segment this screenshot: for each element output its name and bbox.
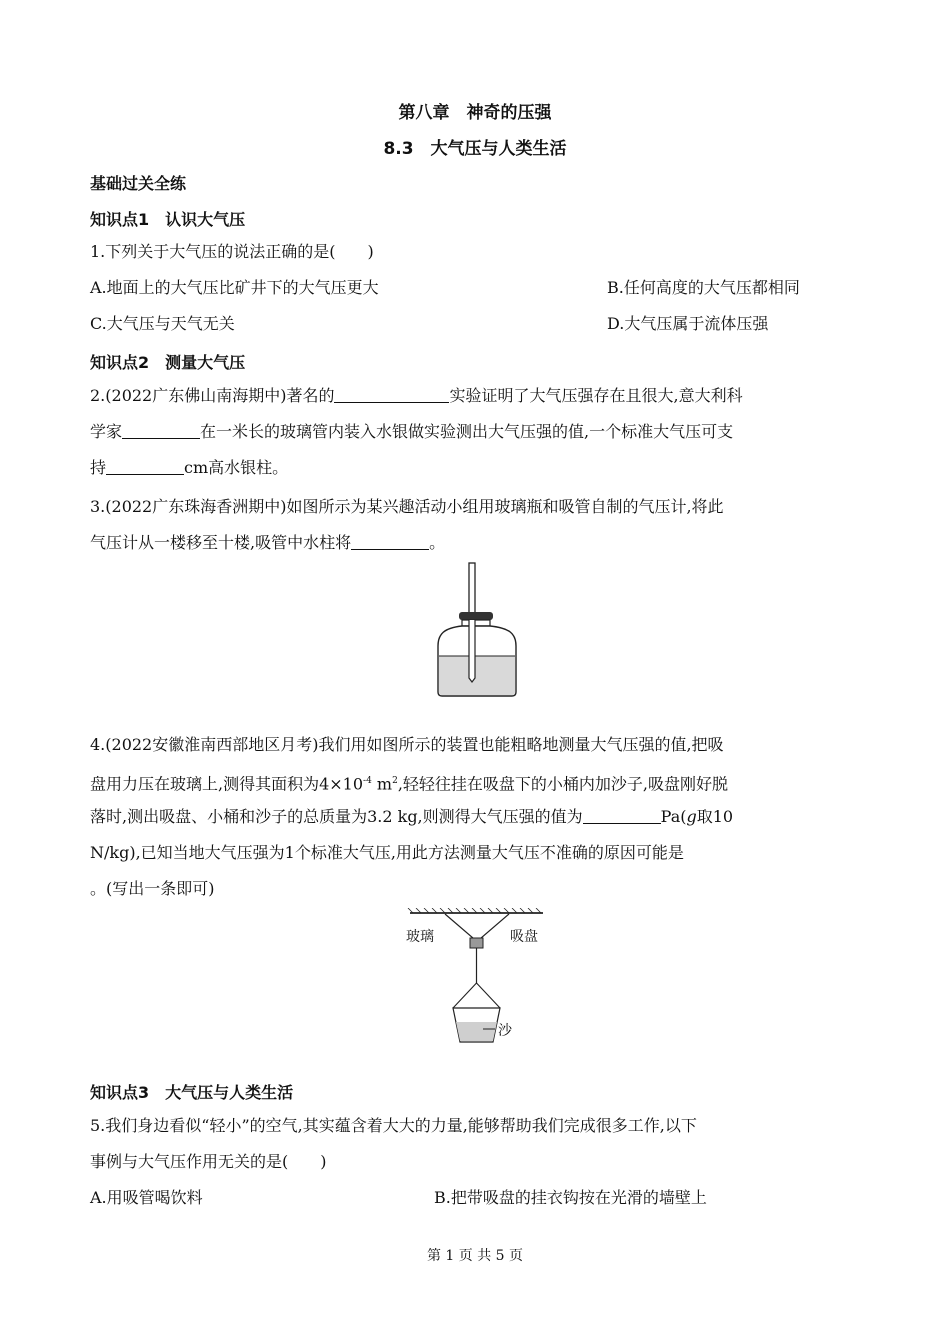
straw-in-water	[469, 620, 475, 682]
barometer-figure	[430, 560, 530, 700]
question-4-text: 盘用力压在玻璃上,测得其面积为4×10	[90, 774, 364, 794]
question-2-text: 持	[90, 458, 107, 477]
cup-hook	[470, 938, 483, 948]
question-4-line-4: N/kg),已知当地大气压强为1个标准大气压,用此方法测量大气压不准确的原因可能是	[90, 843, 684, 862]
question-1-option-c: C.大气压与天气无关	[90, 314, 235, 333]
question-4-text: 落时,测出吸盘、小桶和沙子的总质量为3.2 kg,则测得大气压强的值为	[90, 807, 583, 826]
question-3-text: 气压计从一楼移至十楼,吸管中水柱将	[90, 533, 352, 552]
question-4-line-5: 。(写出一条即可)	[90, 879, 215, 898]
knowledge-point-1: 知识点1 认识大气压	[90, 210, 246, 229]
question-2-text: 2.(2022广东佛山南海期中)著名的	[90, 386, 335, 405]
answer-blank[interactable]	[122, 418, 200, 439]
question-1-option-b: B.任何高度的大气压都相同	[607, 278, 800, 297]
question-2-text: 学家	[90, 422, 123, 441]
question-3-line-1: 3.(2022广东珠海香洲期中)如图所示为某兴趣活动小组用玻璃瓶和吸管自制的气压计,将此	[90, 497, 724, 516]
question-2-line-3	[90, 450, 288, 486]
question-4-line-2	[90, 763, 728, 802]
question-4-text: 取10	[696, 807, 734, 826]
variable-g: g	[686, 807, 697, 826]
question-2-text: cm高水银柱。	[184, 458, 289, 477]
sand-label: 沙	[498, 1023, 512, 1039]
question-4-line-1: 4.(2022安徽淮南西部地区月考)我们用如图所示的装置也能粗略地测量大气压强的值,把吸	[90, 735, 724, 754]
question-4-text: ,轻轻往挂在吸盘下的小桶内加沙子,吸盘刚好脱	[397, 774, 729, 794]
question-5-line-1: 5.我们身边看似“轻小”的空气,其实蕴含着大大的力量,能够帮助我们完成很多工作,以下	[90, 1116, 697, 1135]
question-3-text: 。	[429, 533, 446, 552]
knowledge-point-3: 知识点3 大气压与人类生活	[90, 1083, 294, 1102]
question-5-option-b: B.把带吸盘的挂衣钩按在光滑的墙壁上	[434, 1188, 707, 1207]
exponent: 2	[392, 776, 398, 786]
exponent: -4	[363, 776, 372, 786]
question-4-line-3	[90, 799, 733, 835]
question-1-option-d: D.大气压属于流体压强	[607, 314, 769, 333]
chapter-title: 第八章 神奇的压强	[398, 103, 552, 123]
section-title: 8.3 大气压与人类生活	[383, 139, 567, 159]
sand	[456, 1022, 497, 1041]
question-5-line-2: 事例与大气压作用无关的是( )	[90, 1152, 327, 1171]
straw	[469, 563, 475, 615]
question-2-line-1	[90, 378, 743, 414]
answer-blank[interactable]	[106, 454, 184, 475]
question-2-line-2	[90, 414, 733, 450]
question-2-text: 实验证明了大气压强存在且很大,意大利科	[449, 386, 743, 405]
exercise-heading: 基础过关全练	[90, 174, 187, 193]
question-3-line-2	[90, 525, 445, 561]
water	[439, 656, 515, 695]
unit: m	[371, 774, 393, 794]
question-4-text: Pa(	[660, 807, 687, 826]
question-5-option-a: A.用吸管喝饮料	[90, 1188, 203, 1207]
cup-label: 吸盘	[510, 929, 538, 945]
answer-blank[interactable]	[583, 803, 661, 824]
bottle-neck	[462, 620, 490, 626]
answer-blank[interactable]	[351, 529, 429, 550]
question-1-stem: 1.下列关于大气压的说法正确的是( )	[90, 242, 374, 261]
answer-blank[interactable]	[334, 382, 449, 403]
knowledge-point-2: 知识点2 测量大气压	[90, 353, 246, 372]
glass-label: 玻璃	[406, 929, 434, 945]
page-footer: 第 1 页 共 5 页	[426, 1248, 524, 1264]
question-2-text: 在一米长的玻璃管内装入水银做实验测出大气压强的值,一个标准大气压可支	[200, 422, 734, 441]
bucket-strings	[453, 983, 500, 1008]
bottle-cap	[459, 612, 493, 620]
question-1-option-a: A.地面上的大气压比矿井下的大气压更大	[90, 278, 379, 297]
